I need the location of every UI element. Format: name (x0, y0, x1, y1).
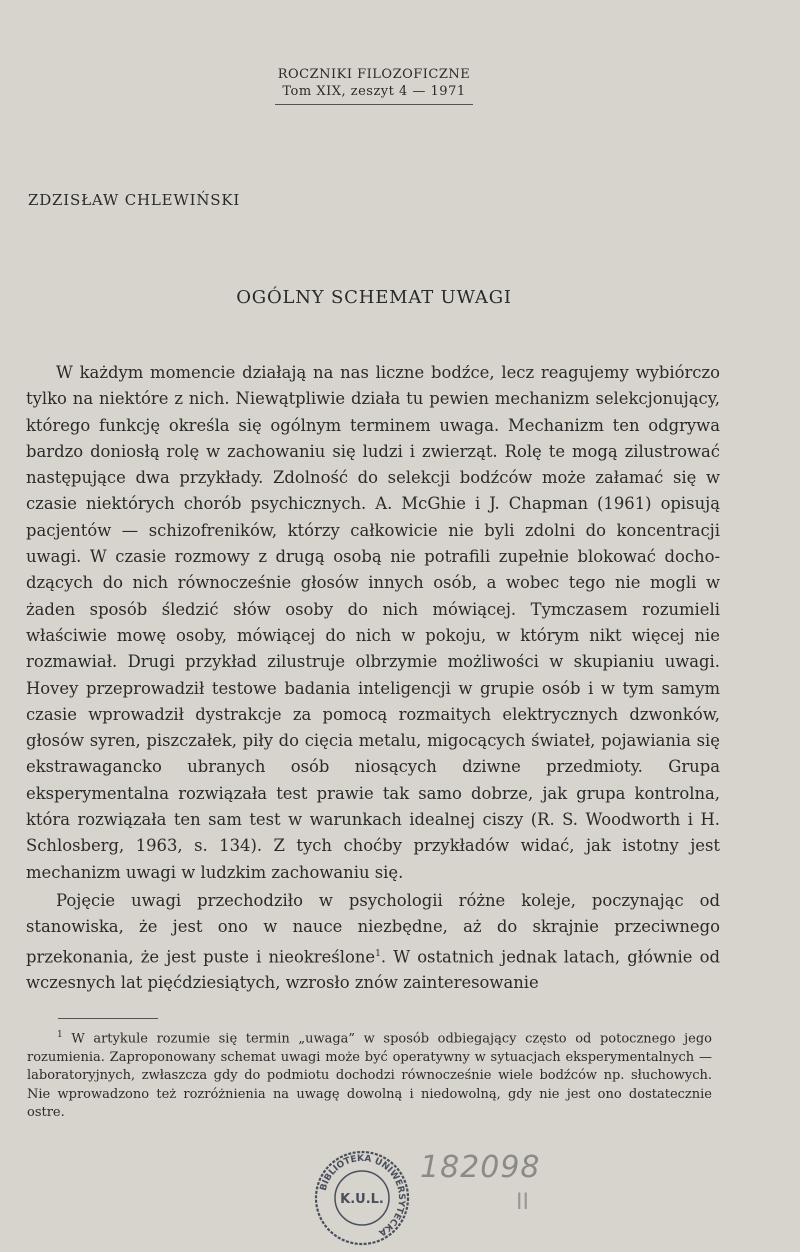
volume-line: Tom XIX, zeszyt 4 — 1971 (282, 84, 466, 99)
stamp-center-text: K.U.L. (340, 1192, 384, 1207)
paragraph-text: W ostatnich jednak latach, głównie od wczesnych lat pięćdziesiątych, wzrosło znów zainteresowanie (26, 947, 720, 993)
margin-mark: II (516, 1190, 529, 1215)
journal-name: ROCZNIKI FILOZOFICZNE (277, 67, 471, 82)
paragraph-text: Pojęcie uwagi przechodziło w psychologii różne koleje, poczynając od stanowiska, że jest ono w nauce niezbędne, aż do skrajnie przeciwnego przekonania, że jest puste i nieokreślone (26, 890, 720, 966)
footnote-rule (58, 1018, 158, 1019)
paragraph: W każdym momencie działają na nas liczne bodźce, lecz reagujemy wybiórczo tylko na niektóre z nich. Niewątpliwie działa tu pewien mechanizm selekcjonujący, którego funkcję określa się ogólnym terminem uwaga. Mechanizm ten odgrywa bardzo doniosłą rolę w zachowaniu się ludzi i zwierząt. Rolę te mogą zilustrować następujące dwa przykłady. Zdolność do selekcji bodźców może załamać się w czasie niektórych chorób psychicznych. A. McGhie i J. Chapman (1961) opisują pacjentów — schizofreników, którzy całkowicie nie byli zdolni do koncentracji uwagi. W czasie rozmowy z drugą osobą nie potrafili zupełnie blokować dochodzących do nich równocześnie głosów innych osób, a wobec tego nie mogli w żaden sposób śledzić słów osoby do nich mówiącej. Tymczasem rozumieli właściwie mowę osoby, mówiącej do nich w pokoju, w którym nikt więcej nie rozmawiał. Drugi przykład zilustruje olbrzymie możliwości w skupianiu uwagi. Hovey przeprowadził testowe badania inteligencji w grupie osób i w tym samym czasie wprowadził dystrakcje za pomocą rozmaitych elektrycznych dzwonków, głosów syren, piszczałek, piły do cięcia metalu, migocących świateł, pojawiania się ekstrawagancko ubranych osób niosących dziwne przedmioty. Grupa eksperymentalna rozwiązała test prawie tak samo dobrze, jak grupa kontrolna, która rozwiązała ten sam test w warunkach idealnej ciszy (R. S. Woodworth i H. Schlosberg, 1963, s. 134). Z tych choćby przykładów widać, jak istotny jest mechanizm uwagi w ludzkim zachowaniu się. (26, 363, 720, 882)
footnote (27, 1026, 712, 1122)
article-body (26, 360, 720, 997)
stamp-ring-text: BIBLIOTEKA UNIWERSYTECKA (318, 1153, 407, 1238)
footnote-number: 1 (57, 1030, 63, 1040)
footnote-ref: 1 (375, 948, 381, 959)
journal-header (0, 66, 748, 105)
handwritten-number: 182098 (420, 1150, 541, 1185)
article-title: OGÓLNY SCHEMAT UWAGI (236, 287, 512, 308)
footnote-text: W artykule rozumie się termin „uwaga” w sposób odbiegający często od potocznego jego rozumienia. Zaproponowany schemat uwagi może być operatywny w sytuacjach eksperymentalnych — laboratoryjnych, zwłaszcza gdy do podmiotu dochodzi równocześnie wiele bodźców np. słuchowych. Nie wprowadzono też rozróżnienia na uwagę dowolną i niedowolną, gdy nie jest ono dostatecznie ostre. (27, 1031, 713, 1120)
library-stamp (312, 1148, 412, 1248)
header-rule (275, 104, 473, 105)
paragraph: Pojęcie uwagi przechodziło w psychologii różne koleje, poczynając od stanowiska, że jest ono w nauce niezbędne, aż do skrajnie przeciwnego przekonania, że jest puste i nieokreślone$^1$. W ostatnich jednak latach, głównie od wczesnych lat pięćdziesiątych, wzrosło znów zainteresowanie (26, 890, 720, 993)
author-name: ZDZISŁAW CHLEWIŃSKI (28, 191, 241, 209)
